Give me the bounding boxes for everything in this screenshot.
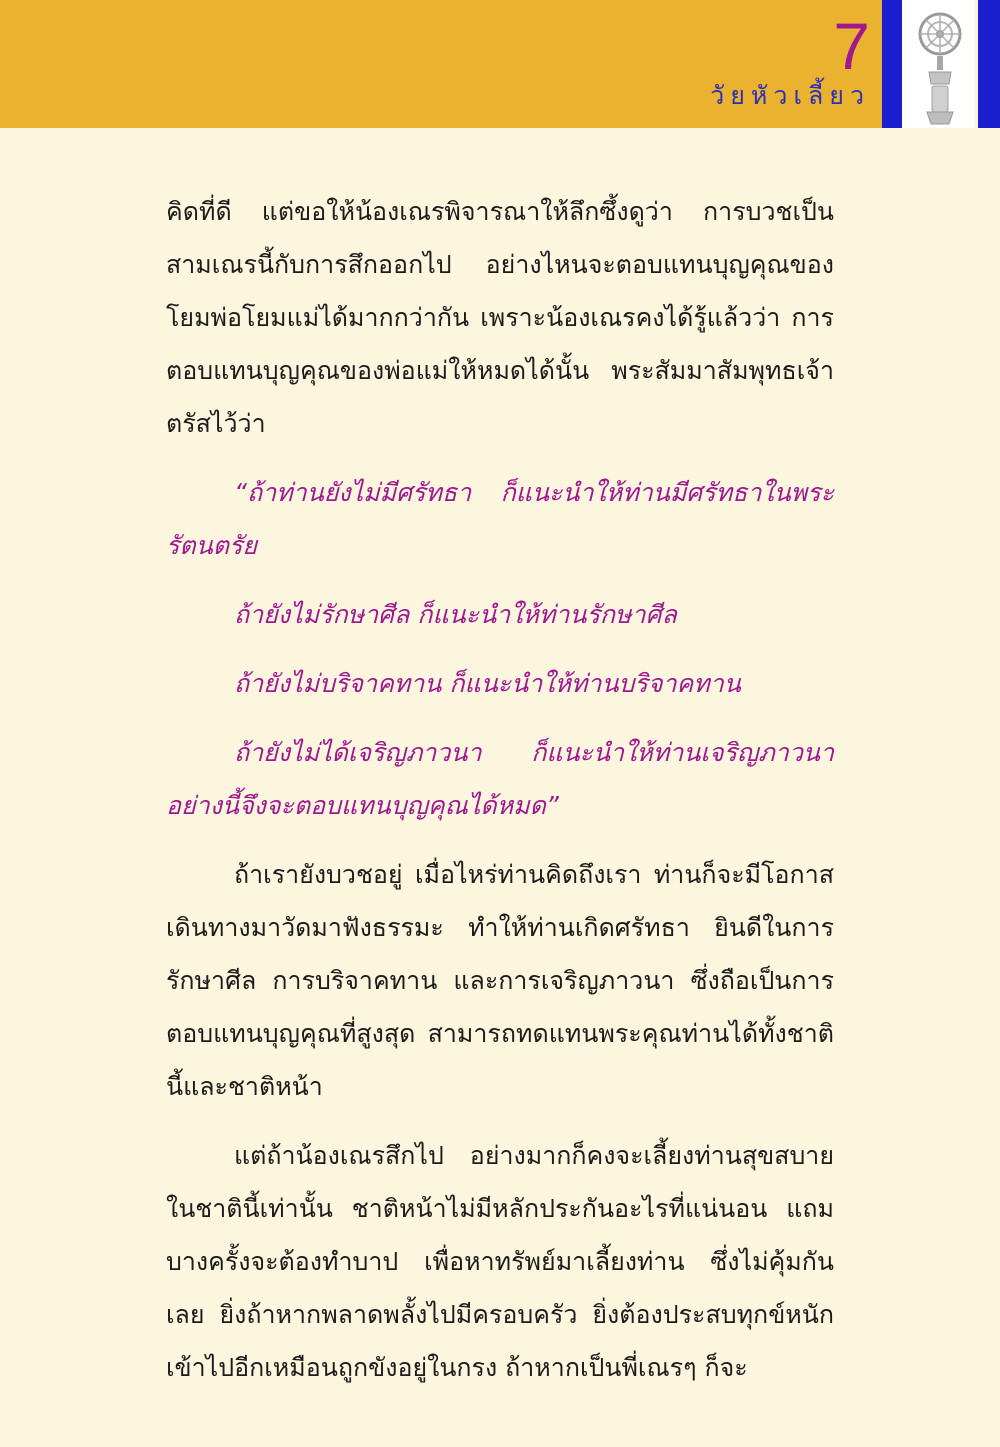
page-number: 7	[833, 9, 870, 83]
paragraph-1: คิดที่ดี แต่ขอให้น้องเณรพิจารณาให้ลึกซึ้งดูว่า การบวชเป็นสามเณรนี้กับการสึกออกไป อย่างไหนจะตอบแทนบุญคุณของโยมพ่อโยมแม่ได้มากกว่ากัน เพราะน้องเณรคงได้รู้แล้วว่า การตอบแทนบุญคุณของพ่อแม่ให้หมดได้นั้น พระสัมมาสัมพุทธเจ้าตรัสไว้ว่า	[166, 197, 834, 438]
paragraph-3: แต่ถ้าน้องเณรสึกไป อย่างมากก็คงจะเลี้ยงท่านสุขสบายในชาตินี้เท่านั้น ชาติหน้าไม่มีหลักประกันอะไรที่แน่นอน แถมบางครั้งจะต้องทำบาป เพื่อหาทรัพย์มาเลี้ยงท่าน ซึ่งไม่คุ้มกันเลย ยิ่งถ้าหากพลาดพลั้งไปมีครอบครัว ยิ่งต้องประสบทุกข์หนักเข้าไปอีกเหมือนถูกขังอยู่ในกรง ถ้าหากเป็นพี่เณรๆ ก็จะ	[166, 1141, 834, 1382]
blue-stripe-right	[978, 0, 1000, 128]
blue-stripe-left	[882, 0, 902, 128]
page-body	[166, 185, 834, 1394]
dharma-wheel-emblem-icon	[905, 0, 975, 128]
quote-line-4: ถ้ายังไม่ได้เจริญภาวนา ก็แนะนำให้ท่านเจริญภาวนา อย่างนี้จึงจะตอบแทนบุญคุณได้หมด”	[166, 738, 834, 820]
emblem-panel	[905, 0, 975, 128]
quote-line-2: ถ้ายังไม่รักษาศีล ก็แนะนำให้ท่านรักษาศีล	[234, 600, 677, 629]
quote-line-1: “ถ้าท่านยังไม่มีศรัทธา ก็แนะนำให้ท่านมีศรัทธาในพระรัตนตรัย	[166, 478, 834, 560]
paragraph-2: ถ้าเรายังบวชอยู่ เมื่อไหร่ท่านคิดถึงเรา ท่านก็จะมีโอกาสเดินทางมาวัดมาฟังธรรมะ ทำให้ท่านเกิดศรัทธา ยินดีในการรักษาศีล การบริจาคทาน และการเจริญภาวนา ซึ่งถือเป็นการตอบแทนบุญคุณที่สูงสุด สามารถทดแทนพระคุณท่านได้ทั้งชาตินี้และชาติหน้า	[166, 860, 834, 1101]
quote-line-3: ถ้ายังไม่บริจาคทาน ก็แนะนำให้ท่านบริจาคทาน	[234, 669, 741, 698]
running-title: วัยหัวเลี้ยว	[710, 83, 870, 110]
